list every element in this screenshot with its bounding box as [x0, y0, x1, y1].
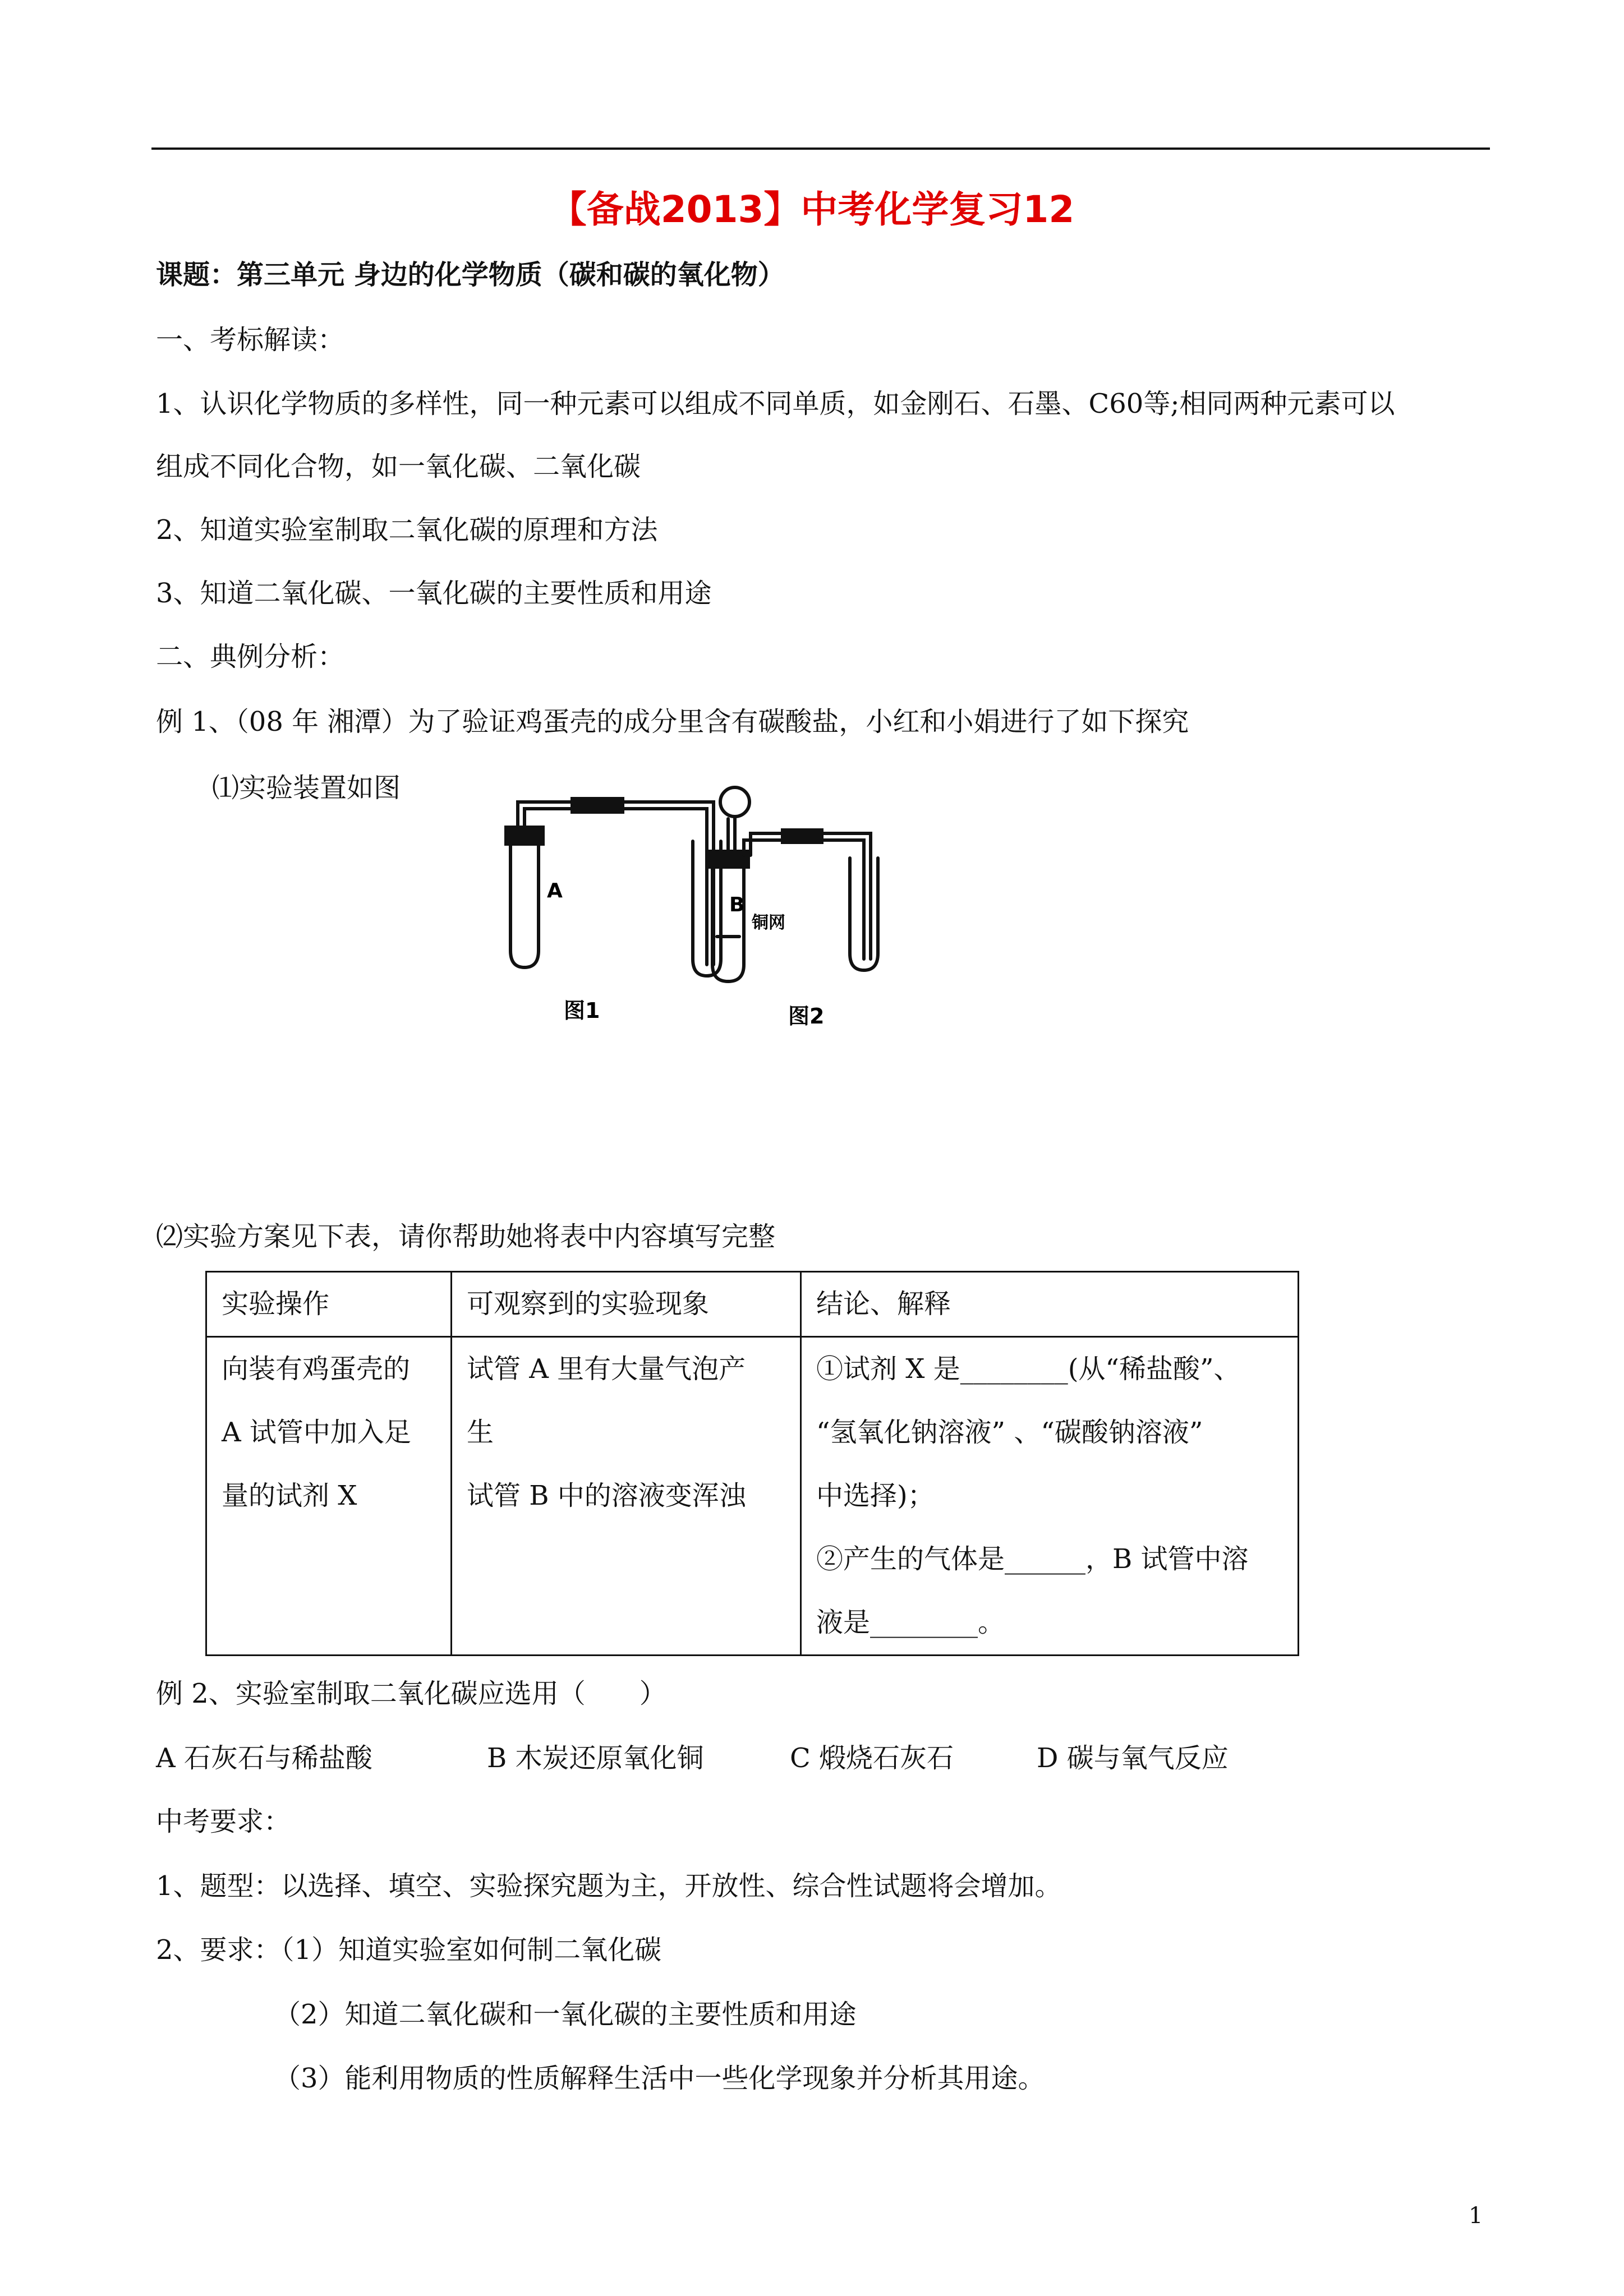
option-a: A 石灰石与稀盐酸: [156, 1742, 372, 1774]
apparatus-figure: [471, 774, 898, 1049]
label-a: A: [547, 879, 563, 902]
requirements-subitem: （2）知道二氧化碳和一氧化碳的主要性质和用途: [274, 1999, 857, 2030]
step2-text: ⑵实验方案见下表，请你帮助她将表中内容填写完整: [156, 1221, 776, 1252]
label-mesh: 铜网: [752, 913, 785, 933]
table-header: 可观察到的实验现象: [452, 1272, 801, 1337]
option-b: B 木炭还原氧化铜: [487, 1742, 704, 1774]
table-cell-operation: 向装有鸡蛋壳的 A 试管中加入足 量的试剂 X: [206, 1337, 452, 1656]
requirements-item: 2、要求：（1）知道实验室如何制二氧化碳: [156, 1934, 662, 1966]
section1-item: 3、知道二氧化碳、一氧化碳的主要性质和用途: [156, 578, 712, 609]
page-number: 1: [1469, 2203, 1483, 2229]
option-d: D 碳与氧气反应: [1037, 1742, 1229, 1774]
section1-heading: 一、考标解读：: [156, 324, 345, 356]
label-b: B: [729, 893, 745, 916]
example1-text: 例 1、（08 年 湘潭）为了验证鸡蛋壳的成分里含有碳酸盐，小红和小娟进行了如下探究: [156, 706, 1189, 737]
section1-item: 1、认识化学物质的多样性，同一种元素可以组成不同单质，如金刚石、石墨、C60等;相同两种元素可以: [156, 388, 1395, 419]
requirements-subitem: （3）能利用物质的性质解释生活中一些化学现象并分析其用途。: [274, 2063, 1045, 2094]
experiment-table: [205, 1271, 1299, 1656]
section2-heading: 二、典例分析：: [156, 641, 345, 672]
table-header: 实验操作: [206, 1272, 452, 1337]
step1-text: ⑴实验装置如图: [212, 772, 401, 804]
caption-fig2: 图2: [788, 1004, 825, 1029]
example2-text: 例 2、实验室制取二氧化碳应选用（ ）: [156, 1678, 666, 1709]
caption-fig1: 图1: [564, 998, 600, 1023]
table-header: 结论、解释: [801, 1272, 1299, 1337]
header-rule: [151, 147, 1490, 150]
requirements-item: 1、题型：以选择、填空、实验探究题为主，开放性、综合性试题将会增加。: [156, 1870, 1062, 1902]
section1-item: 组成不同化合物，如一氧化碳、二氧化碳: [156, 451, 641, 482]
option-c: C 煅烧石灰石: [790, 1742, 954, 1774]
subject-line: 课题：第三单元 身边的化学物质（碳和碳的氧化物）: [156, 259, 785, 291]
requirements-heading: 中考要求：: [156, 1806, 291, 1837]
table-cell-phenomenon: 试管 A 里有大量气泡产 生 试管 B 中的溶液变浑浊: [452, 1337, 801, 1656]
table-cell-conclusion: ①试剂 X 是________(从“稀盐酸”、 “氢氧化钠溶液” 、“碳酸钠溶液” 中选择)； ②产生的气体是______，B 试管中溶 液是________。: [801, 1337, 1299, 1656]
section1-item: 2、知道实验室制取二氧化碳的原理和方法: [156, 514, 658, 546]
page-title: 【备战2013】中考化学复习12: [549, 188, 1075, 231]
